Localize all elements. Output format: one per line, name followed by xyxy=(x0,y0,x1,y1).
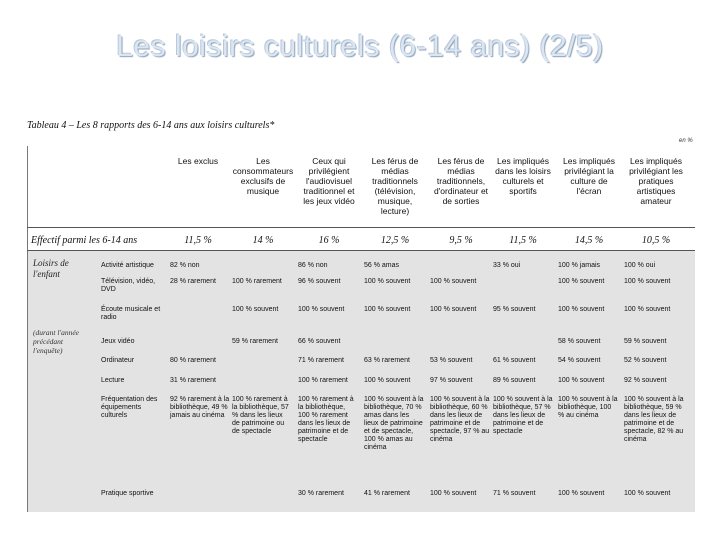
table-cell: 100 % souvent à la bibliothèque, 59 % dans les lieux de patrimoine et de spectacle, 82 % au cinéma xyxy=(624,396,684,443)
row-label: Activité artistique xyxy=(101,262,154,269)
table-cell: 100 % souvent xyxy=(364,278,411,285)
effectif-value: 10,5 % xyxy=(641,235,671,246)
column-header: Les férus de médias traditionnels, d'ordinateur et de sorties xyxy=(433,156,489,206)
effectif-value: 11,5 % xyxy=(509,235,537,246)
effectif-value: 14 % xyxy=(252,235,274,246)
table-cell: 100 % souvent xyxy=(232,306,279,313)
table-cell: 100 % rarement à la bibliothèque, 57 % dans les lieux de patrimoine ou de spectacle xyxy=(232,396,289,435)
effectif-value: 11,5 % xyxy=(184,235,212,246)
table-cell: 100 % rarement à la bibliothèque, 100 % rarement dans les lieux de patrimoine et de spectacle xyxy=(298,396,354,443)
unit-label: en % xyxy=(679,138,693,144)
table-cell: 82 % non xyxy=(170,262,200,269)
table-cell: 66 % souvent xyxy=(298,338,341,345)
column-header: Les impliqués privilégiant la culture de l'écran xyxy=(563,156,615,196)
table-cell: 100 % souvent xyxy=(624,278,671,285)
table-cell: 86 % non xyxy=(298,262,328,269)
table-cell: 30 % rarement xyxy=(298,490,344,497)
column-header: Ceux qui privilégient l'audiovisuel traditionnel et les jeux vidéo xyxy=(303,156,355,206)
effectif-value: 14,5 % xyxy=(574,235,604,246)
table-cell: 97 % souvent xyxy=(430,377,473,384)
header-rule xyxy=(27,227,695,228)
column-header: Les férus de médias traditionnels (télévision, musique, lecture) xyxy=(371,156,419,216)
row-label: Jeux vidéo xyxy=(101,338,135,345)
table-cell: 100 % souvent xyxy=(624,306,671,313)
table-cell: 100 % jamais xyxy=(558,262,601,269)
row-label: Écoute musicale et radio xyxy=(101,306,161,321)
table-cell: 31 % rarement xyxy=(170,377,216,384)
table-cell: 63 % rarement xyxy=(364,357,410,364)
table-cell: 80 % rarement xyxy=(170,357,216,364)
table-cell: 92 % rarement à la bibliothèque, 49 % jamais au cinéma xyxy=(170,396,230,419)
table-cell: 59 % souvent xyxy=(624,338,667,345)
table-cell: 100 % souvent xyxy=(430,278,477,285)
column-header: Les consommateurs exclusifs de musique xyxy=(232,156,294,196)
table-cell: 53 % souvent xyxy=(430,357,473,364)
table-cell: 100 % souvent xyxy=(298,306,345,313)
table-cell: 96 % souvent xyxy=(298,278,341,285)
row-label: Ordinateur xyxy=(101,357,135,364)
table-cell: 92 % souvent xyxy=(624,377,667,384)
table-cell: 100 % souvent à la bibliothèque, 70 % amas dans les lieux de patrimoine et de spectacle, 100 % amas au cinéma xyxy=(364,396,424,451)
table-cell: 28 % rarement xyxy=(170,278,216,285)
table-cell: 100 % oui xyxy=(624,262,656,269)
table-cell: 71 % rarement xyxy=(298,357,344,364)
table-cell: 100 % souvent xyxy=(364,377,411,384)
row-label: Fréquentation des équipements culturels xyxy=(101,396,158,419)
table-cell: 100 % souvent xyxy=(624,490,671,497)
slide-title: Les loisirs culturels (6-14 ans) (2/5) xyxy=(116,30,604,63)
table-cell: 100 % souvent xyxy=(558,306,605,313)
row-label: Télévision, vidéo, DVD xyxy=(101,278,156,293)
table-cell: 100 % souvent à la bibliothèque, 57 % dans les lieux de patrimoine et de spectacle xyxy=(493,396,553,435)
table-cell: 56 % amas xyxy=(364,262,400,269)
effectif-value: 16 % xyxy=(318,235,340,246)
effectif-value: 12,5 % xyxy=(380,235,410,246)
table-cell: 58 % souvent xyxy=(558,338,601,345)
table-cell: 100 % souvent à la bibliothèque, 100 % au cinéma xyxy=(558,396,618,419)
table-cell: 61 % souvent xyxy=(493,357,536,364)
group-note: (durant l'année précédant l'enquête) xyxy=(33,328,79,355)
table-cell: 71 % souvent xyxy=(493,490,536,497)
table-cell: 89 % souvent xyxy=(493,377,536,384)
table-cell: 100 % souvent xyxy=(558,490,605,497)
table-cell: 59 % rarement xyxy=(232,338,278,345)
table-cell: 54 % souvent xyxy=(558,357,601,364)
table-cell: 41 % rarement xyxy=(364,490,410,497)
column-header: Les exclus xyxy=(177,156,219,166)
row-label: Lecture xyxy=(101,377,125,384)
column-header: Les impliqués privilégiant les pratiques artistiques amateur xyxy=(629,156,683,206)
column-header: Les impliqués dans les loisirs culturels et sportifs xyxy=(495,156,551,196)
table-cell: 100 % souvent xyxy=(430,306,477,313)
table-cell: 33 % oui xyxy=(493,262,521,269)
table-cell: 100 % souvent xyxy=(430,490,477,497)
table-cell: 95 % souvent xyxy=(493,306,536,313)
table-cell: 100 % souvent à la bibliothèque, 60 % dans les lieux de patrimoine et de spectacle, 97 % au cinéma xyxy=(430,396,490,443)
table-cell: 100 % rarement xyxy=(232,278,282,285)
table-cell: 100 % souvent xyxy=(558,377,605,384)
group-label: Loisirs de l'enfant xyxy=(33,258,69,279)
effectif-value: 9,5 % xyxy=(449,235,473,246)
table-cell: 100 % souvent xyxy=(364,306,411,313)
table-cell: 100 % souvent xyxy=(558,278,605,285)
table-cell: 100 % rarement xyxy=(298,377,348,384)
row-label: Pratique sportive xyxy=(101,490,154,497)
table-caption: Tableau 4 – Les 8 rapports des 6-14 ans aux loisirs culturels* xyxy=(27,120,275,131)
effectif-label: Effectif parmi les 6-14 ans xyxy=(31,235,138,246)
table-cell: 52 % souvent xyxy=(624,357,667,364)
